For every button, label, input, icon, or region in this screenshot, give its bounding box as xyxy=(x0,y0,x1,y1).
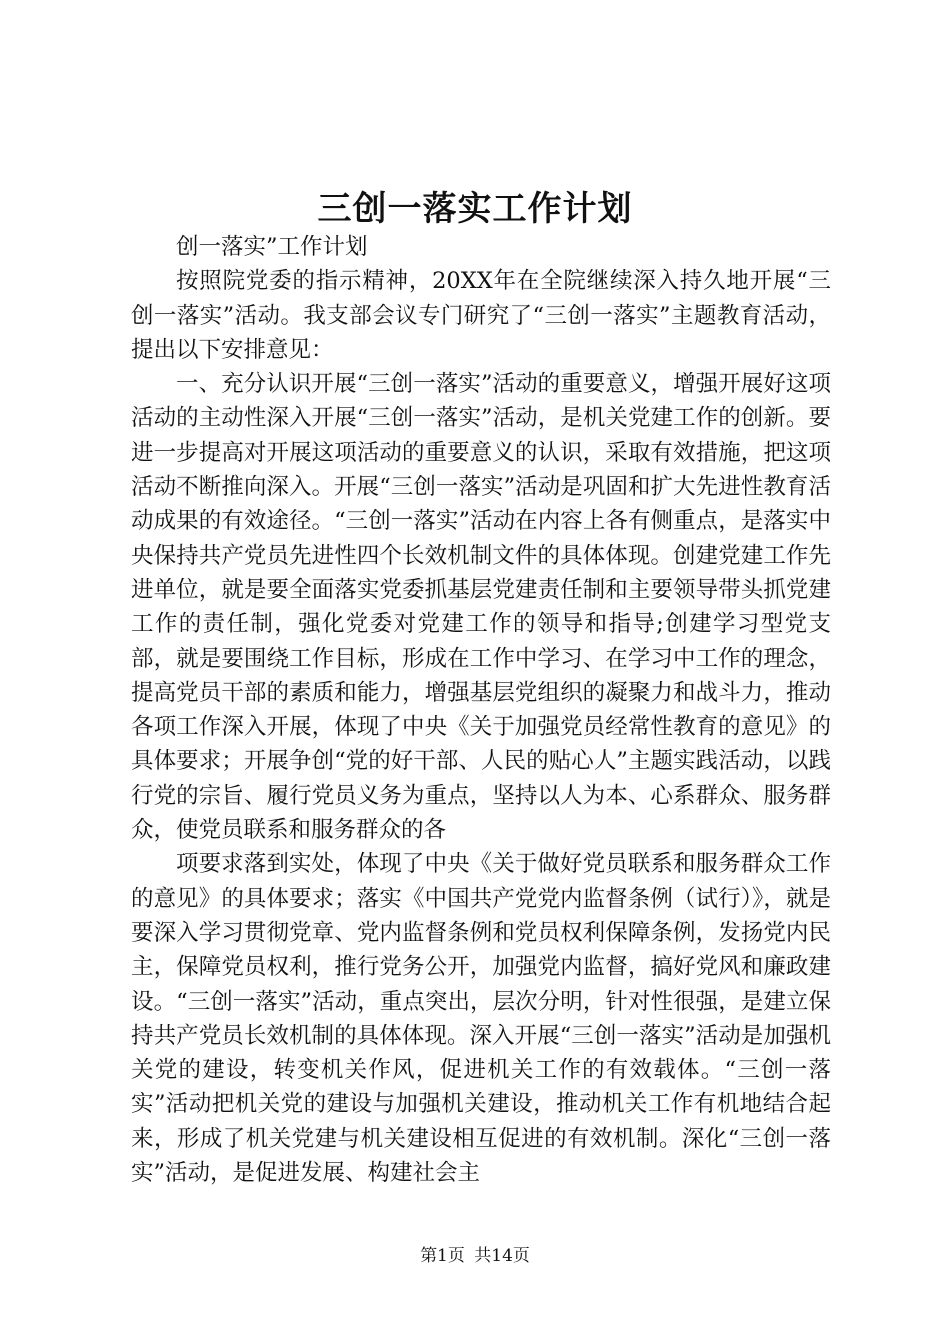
paragraph-section-one: 一、充分认识开展“三创一落实”活动的重要意义，增强开展好这项活动的主动性深入开展“三创一落实”活动，是机关党建工作的创新。要进一步提高对开展这项活动的重要意义的认识，采取有效措施，把这项活动不断推向深入。开展“三创一落实”活动是巩固和扩大先进性教育活动成果的有效途径。“三创一落实”活动在内容上各有侧重点，是落实中央保持共产党员先进性四个长效机制文件的具体体现。创建党建工作先进单位，就是要全面落实党委抓基层党建责任制和主要领导带头抓党建工作的责任制，强化党委对党建工作的领导和指导;创建学习型党支部，就是要围绕工作目标，形成在工作中学习、在学习中工作的理念，提高党员干部的素质和能力，增强基层党组织的凝聚力和战斗力，推动各项工作深入开展，体现了中央《关于加强党员经常性教育的意见》的具体要求；开展争创“党的好干部、人民的贴心人”主题实践活动，以践行党的宗旨、履行党员义务为重点，坚持以人为本、心系群众、服务群众，使党员联系和服务群众的各 xyxy=(131,371,831,844)
paragraph-continuation: 项要求落到实处，体现了中央《关于做好党员联系和服务群众工作的意见》的具体要求；落实《中国共产党党内监督条例（试行）》，就是要深入学习贯彻党章、党内监督条例和党员权利保障条例，发扬党内民主，保障党员权利，推行党务公开，加强党内监督，搞好党风和廉政建设。“三创一落实”活动，重点突出，层次分明，针对性很强，是建立保持共产党员长效机制的具体体现。深入开展“三创一落实”活动是加强机关党的建设，转变机关作风，促进机关工作的有效载体。“三创一落实”活动把机关党的建设与加强机关建设，推动机关工作有机地结合起来，形成了机关党建与机关建设相互促进的有效机制。深化“三创一落实”活动，是促进发展、构建社会主 xyxy=(131,851,831,1187)
page-total: 共14页 xyxy=(474,1246,530,1266)
document-title: 三创一落实工作计划 xyxy=(317,189,633,229)
page-footer xyxy=(0,1244,950,1268)
paragraph-subtitle: 创一落实”工作计划 xyxy=(176,234,368,260)
page-number: 第1页 xyxy=(420,1246,465,1266)
paragraph-intro: 按照院党委的指示精神，20XX年在全院继续深入持久地开展“三创一落实”活动。我支部会议专门研究了“三创一落实”主题教育活动，提出以下安排意见： xyxy=(131,268,831,363)
document-body xyxy=(131,230,831,1190)
